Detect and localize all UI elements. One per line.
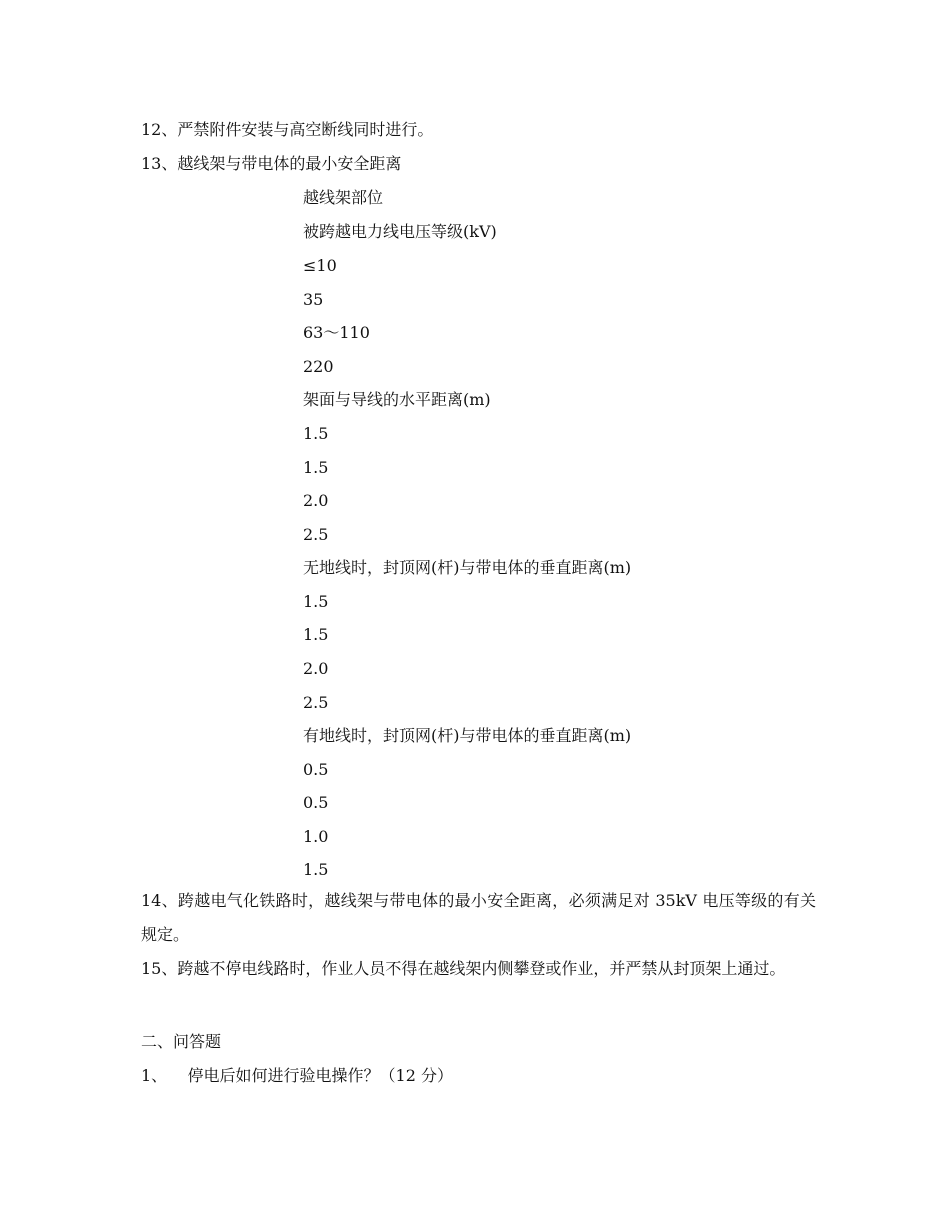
voltage-level: 220 <box>303 357 334 376</box>
item-14: 14、跨越电气化铁路时，越线架与带电体的最小安全距离，必须满足对 35kV 电压等级的有关规定。 <box>141 891 816 944</box>
distance-value: 1.5 <box>303 625 329 644</box>
distance-value: 1.5 <box>303 860 329 879</box>
item-15: 15、跨越不停电线路时，作业人员不得在越线架内侧攀登或作业，并严禁从封顶架上通过。 <box>141 959 786 978</box>
distance-value: 2.0 <box>303 659 329 678</box>
distance-value: 2.5 <box>303 693 329 712</box>
voltage-level: 35 <box>303 290 324 309</box>
table-column-header: 越线架部位 <box>303 188 384 207</box>
distance-value: 0.5 <box>303 793 329 812</box>
row-label-horizontal-distance: 架面与导线的水平距离(m) <box>303 390 491 409</box>
distance-value: 1.0 <box>303 827 329 846</box>
voltage-level: ≤10 <box>303 256 337 275</box>
distance-value: 1.5 <box>303 424 329 443</box>
question-1: 1、 停电后如何进行验电操作？（12 分） <box>141 1066 453 1085</box>
voltage-header: 被跨越电力线电压等级(kV) <box>303 222 497 241</box>
row-label-no-ground-wire: 无地线时，封顶网(杆)与带电体的垂直距离(m) <box>303 558 632 577</box>
item-13: 13、越线架与带电体的最小安全距离 <box>141 154 402 173</box>
distance-value: 1.5 <box>303 592 329 611</box>
item-12: 12、严禁附件安装与高空断线同时进行。 <box>141 120 434 139</box>
distance-value: 2.5 <box>303 525 329 544</box>
section-heading: 二、问答题 <box>141 1032 222 1051</box>
distance-value: 0.5 <box>303 760 329 779</box>
distance-value: 1.5 <box>303 458 329 477</box>
voltage-level: 63～110 <box>303 323 370 342</box>
row-label-with-ground-wire: 有地线时，封顶网(杆)与带电体的垂直距离(m) <box>303 726 632 745</box>
distance-value: 2.0 <box>303 491 329 510</box>
